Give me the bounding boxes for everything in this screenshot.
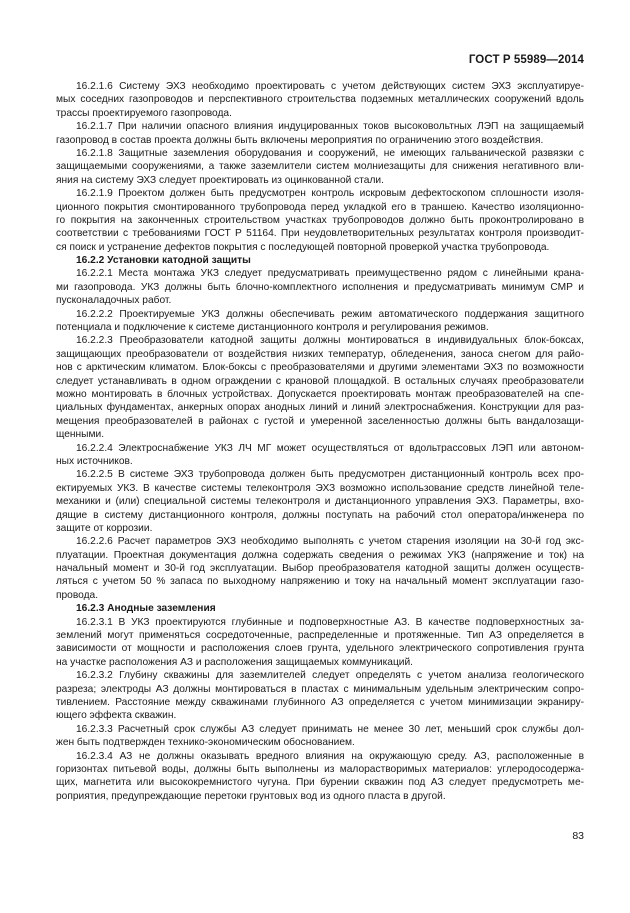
text-line: на участке расположения АЗ и расположения защищаемых коммуникаций.	[56, 656, 414, 668]
text-line: 16.2.3.2 Глубину скважины для заземлителей следует определять с учетом анализа геологического	[76, 670, 584, 682]
text-line: мещения преобразователей в районах с густой и умеренной заселенностью должны быть вандалозащи-	[56, 415, 584, 427]
text-line: дящие в систему дистанционного контроля, должны поступать на рабочий стол оператора/инженера по	[56, 509, 584, 521]
text-line: механики и (или) специальной системы телеконтроля и дистанционного управления ЭХЗ. Параметры, вхо-	[56, 496, 584, 508]
text-line: щих, магнетита или высококремнистого чугуна. При бурении скважин под АЗ следует предусмотреть ме-	[56, 777, 584, 789]
text-line: мых соседних газопроводов и перспективного строительства подземных металлических сооружений вдоль	[56, 94, 584, 106]
text-line: ми газопровода. УКЗ должны быть блочно-комплектного исполнения и предусматривать минимум СМР и	[56, 281, 584, 293]
text-line: жен быть подтвержден технико-экономическим обоснованием.	[56, 737, 355, 749]
section-heading: 16.2.2 Установки катодной защиты	[76, 255, 251, 267]
text-line: ектируемых УКЗ. В качестве системы телеконтроля ЭХЗ возможно использование средств линейной теле-	[56, 482, 584, 494]
text-line: яния на систему ЭХЗ следует проектировать из оцинкованной стали.	[56, 174, 384, 186]
text-line: ных источников.	[56, 455, 133, 467]
text-line: трассы проектируемого газопровода.	[56, 107, 232, 119]
text-line: щенными.	[56, 429, 105, 441]
text-line: 16.2.2.1 Места монтажа УКЗ следует предусматривать преимущественно рядом с линейными крана-	[76, 268, 584, 280]
body-text	[56, 80, 584, 803]
text-line: 16.2.2.2 Проектируемые УКЗ должны обеспечивать режим автоматического поддержания защитного	[76, 308, 584, 320]
text-line: ляться с учетом 50 % запаса по выходному напряжению и току на начальный момент эксплуатации газо-	[56, 576, 584, 588]
text-line: зависимости от мощности и расположения слоев грунта, удельного электрического сопротивления грунта	[56, 643, 584, 655]
text-line: 16.2.1.7 При наличии опасного влияния индуцированных токов высоковольтных ЛЭП на защищаемый	[76, 121, 584, 133]
text-line: 16.2.2.4 Электроснабжение УКЗ ЛЧ МГ может осуществляться от вдольтрассовых ЛЭП или автоном-	[76, 442, 584, 454]
text-line: ся поиск и устранение дефектов покрытия с последующей повторной проверкой участка трубопровода.	[56, 241, 550, 253]
text-line: 16.2.1.6 Систему ЭХЗ необходимо проектировать с учетом действующих систем ЭХЗ эксплуатируе-	[76, 81, 584, 92]
text-line: пусконаладочных работ.	[56, 295, 172, 307]
text-line: ционного покрытия смонтированного трубопровода перед укладкой его в траншею. Качество изоляционно-	[56, 201, 584, 213]
text-line: газопровод в состав проекта должны быть включены мероприятия по ограничению этого воздействия.	[56, 134, 544, 146]
section-heading: 16.2.3 Анодные заземления	[76, 603, 216, 615]
standard-header: ГОСТ Р 55989—2014	[468, 54, 584, 66]
text-line: 16.2.1.9 Проектом должен быть предусмотрен контроль искровым дефектоскопом сплошности изоля-	[76, 188, 584, 200]
text-line: 16.2.3.4 АЗ не должны оказывать вредного влияния на окружающую среду. АЗ, расположенные в	[76, 750, 584, 762]
text-line: соответствии с требованиями ГОСТ Р 51164. При неудовлетворительных результатах контроля производит-	[56, 228, 584, 240]
text-line: циальных фундаментах, анкерных опорах анодных линий и линий электроснабжения. Конструкции для раз-	[56, 402, 584, 414]
text-line: го покрытия на законченных строительством участках трубопроводов должно быть проконтролировано в	[56, 214, 584, 226]
text-line: горизонтах питьевой воды, должны быть выполнены из малорастворимых материалов: углеродосодержа-	[56, 763, 584, 775]
text-line: землений могут применяться сосредоточенные, распределенные и протяженные. Тип АЗ определяется в	[56, 630, 584, 642]
text-line: 16.2.1.8 Защитные заземления оборудования и сооружений, не имеющих гальванической развязки с	[76, 147, 584, 159]
text-line: защищаемыми сооружениями, а также заземлители систем молниезащиты для снижения негативного вли-	[56, 161, 584, 173]
text-line: разреза; электроды АЗ должны монтироваться в пластах с минимальным удельным электрическим сопро-	[56, 683, 584, 695]
page-number: 83	[572, 830, 584, 842]
text-line: следует устанавливать в одном ограждении с крановой площадкой. В остальных случаях преобразователи	[56, 375, 584, 387]
text-line: нов с арктическим климатом. Блок-боксы с преобразователями и другими элементами ЭХЗ по возможности	[56, 362, 584, 374]
text-line: начальный момент и 30-й год эксплуатации. Выбор преобразователя катодной защиты должен осуществ-	[56, 563, 584, 575]
text-line: роприятия, предупреждающие перетоки грунтовых вод из одного пласта в другой.	[56, 790, 446, 802]
text-line: плуатации. Проектная документация должна содержать сведения о режимах УКЗ (напряжение и ток) на	[56, 549, 584, 561]
text-line: защите от коррозии.	[56, 522, 153, 534]
text-line: тивлением. Расстояние между скважинами глубинного АЗ определяется с учетом минимизации экраниру-	[56, 696, 584, 708]
text-line: 16.2.2.5 В системе ЭХЗ трубопровода должен быть предусмотрен дистанционный контроль всех про-	[76, 469, 584, 481]
text-line: ющего эффекта скважин.	[56, 710, 177, 722]
text-line: можно монтировать в блочных устройствах. Допускается проектировать монтаж преобразователей на спе-	[56, 388, 584, 400]
text-line: защищающих преобразователи от воздействия низких температур, обледенения, заноса снегом для райо-	[56, 348, 584, 360]
text-line: 16.2.3.3 Расчетный срок службы АЗ следует принимать не менее 30 лет, меньший срок службы дол-	[76, 723, 584, 735]
text-line: 16.2.2.3 Преобразователи катодной защиты должны монтироваться в индивидуальных блок-боксах,	[76, 335, 584, 347]
text-line: 16.2.2.6 Расчет параметров ЭХЗ необходимо выполнять с учетом старения изоляции на 30-й год экс-	[76, 536, 584, 548]
text-line: 16.2.3.1 В УКЗ проектируются глубинные и подповерхностные АЗ. В качестве подповерхностных за-	[76, 616, 584, 628]
text-line: провода.	[56, 589, 99, 601]
text-line: потенциала и подключение к системе дистанционного контроля и регулирования режимов.	[56, 322, 489, 334]
